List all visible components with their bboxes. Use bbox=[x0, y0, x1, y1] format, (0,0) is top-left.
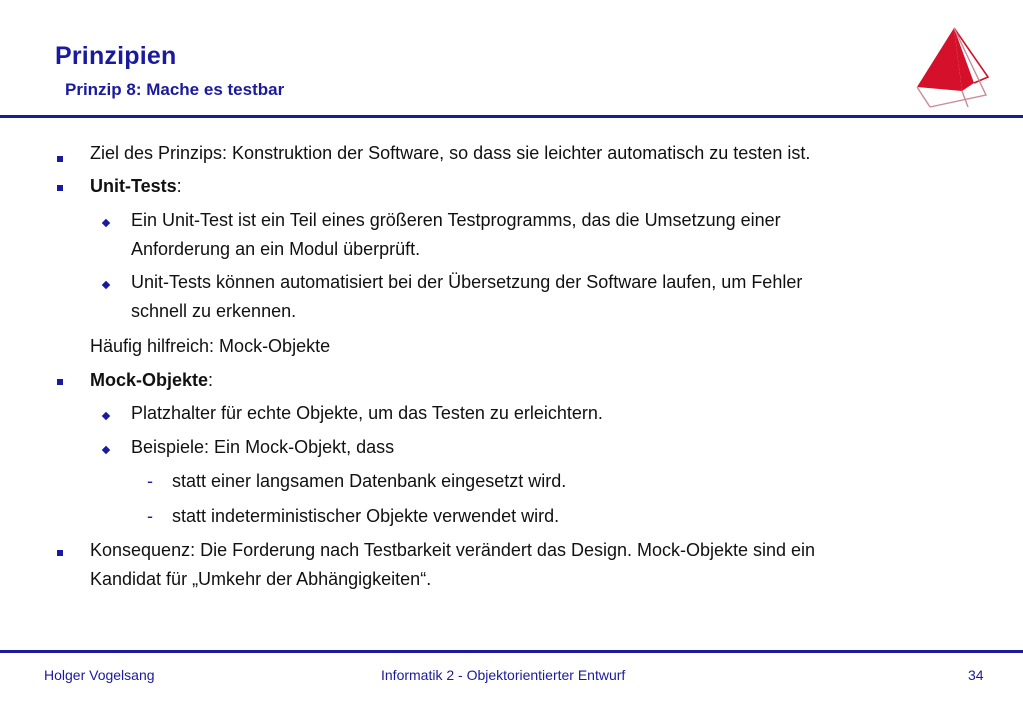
note-text: Häufig hilfreich: Mock-Objekte bbox=[90, 336, 331, 356]
square-bullet-icon bbox=[57, 550, 63, 556]
sub-bullet-text: Beispiele: Ein Mock-Objekt, dass bbox=[131, 437, 395, 457]
square-bullet-icon bbox=[57, 185, 63, 191]
square-bullet-icon bbox=[57, 379, 63, 385]
dash-bullet-text: statt einer langsamen Datenbank eingesetzt wird. bbox=[172, 471, 567, 491]
footer-author: Holger Vogelsang bbox=[44, 667, 155, 683]
bold-term: Mock-Objekte bbox=[90, 370, 209, 390]
bullet-text bbox=[90, 367, 213, 394]
bullet-text: Ziel des Prinzips: Konstruktion der Software, so dass sie leichter automatisch zu testen ist. bbox=[90, 143, 811, 163]
footer-divider bbox=[0, 650, 1023, 653]
dash-bullet-icon: - bbox=[147, 471, 153, 491]
slide-title: Prinzipien bbox=[55, 42, 177, 70]
sub-bullet-text: schnell zu erkennen. bbox=[131, 301, 297, 321]
sub-bullet-text: Platzhalter für echte Objekte, um das Testen zu erleichtern. bbox=[131, 403, 603, 423]
sub-bullet-text: Ein Unit-Test ist ein Teil eines größeren Testprogramms, das die Umsetzung einer bbox=[131, 210, 781, 230]
bullet-text bbox=[90, 173, 182, 200]
dash-bullet-icon: - bbox=[147, 506, 153, 526]
sub-bullet-text: Unit-Tests können automatisiert bei der Übersetzung der Software laufen, um Fehler bbox=[131, 272, 803, 292]
colon: : bbox=[176, 176, 182, 196]
diamond-bullet-icon bbox=[102, 219, 110, 227]
footer-page-number: 34 bbox=[968, 667, 984, 683]
header-divider bbox=[0, 115, 1023, 118]
diamond-bullet-icon bbox=[102, 446, 110, 454]
footer-course: Informatik 2 - Objektorientierter Entwurf bbox=[381, 667, 626, 683]
diamond-bullet-icon bbox=[102, 412, 110, 420]
bold-term: Unit-Tests bbox=[90, 176, 177, 196]
bullet-text: Kandidat für „Umkehr der Abhängigkeiten“. bbox=[90, 569, 432, 589]
sub-bullet-text: Anforderung an ein Modul überprüft. bbox=[131, 239, 421, 259]
slide-subtitle: Prinzip 8: Mache es testbar bbox=[65, 80, 285, 99]
square-bullet-icon bbox=[57, 156, 63, 162]
sail-logo-icon bbox=[912, 25, 992, 118]
diamond-bullet-icon bbox=[102, 281, 110, 289]
colon: : bbox=[208, 370, 214, 390]
bullet-text: Konsequenz: Die Forderung nach Testbarkeit verändert das Design. Mock-Objekte sind ein bbox=[90, 540, 816, 560]
dash-bullet-text: statt indeterministischer Objekte verwendet wird. bbox=[172, 506, 560, 526]
